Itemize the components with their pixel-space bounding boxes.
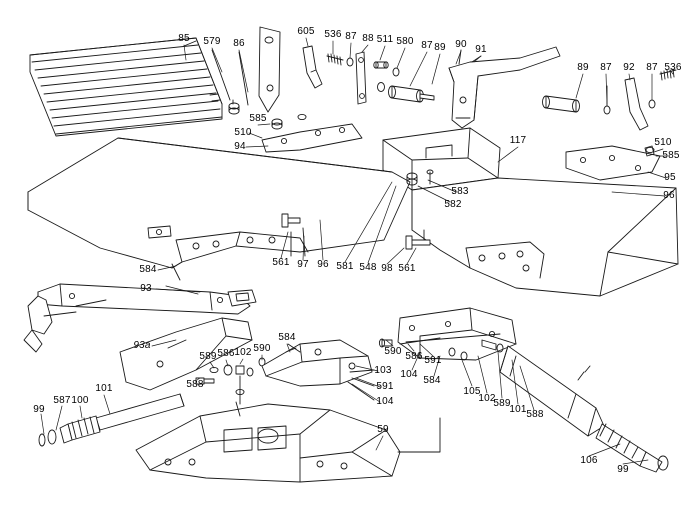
callout-91: 91 — [475, 44, 487, 55]
part-605-hook — [303, 46, 322, 88]
callout-102: 102 — [478, 393, 496, 404]
part-101-shaft-right — [500, 346, 604, 436]
callout-582: 582 — [444, 199, 462, 210]
callout-93a: 93a — [133, 340, 151, 351]
callout-548: 548 — [359, 262, 377, 273]
callout-101: 101 — [95, 383, 113, 394]
callout-586: 586 — [405, 351, 423, 362]
callout-591: 591 — [376, 381, 394, 392]
part-580-washer — [393, 68, 399, 76]
part-87-washer-b — [378, 83, 385, 92]
callout-585: 585 — [662, 150, 680, 161]
callout-580: 580 — [396, 36, 414, 47]
callout-89: 89 — [577, 62, 589, 73]
callout-585: 585 — [249, 113, 267, 124]
callout-99: 99 — [33, 404, 45, 415]
callout-88: 88 — [362, 33, 374, 44]
callout-584: 584 — [423, 375, 441, 386]
callout-536: 536 — [324, 29, 342, 40]
callout-96: 96 — [317, 259, 329, 270]
part-106-spring-right — [596, 424, 668, 472]
callout-586: 586 — [217, 348, 235, 359]
callout-590: 590 — [253, 343, 271, 354]
callout-583: 583 — [451, 186, 469, 197]
callout-590: 590 — [384, 346, 402, 357]
part-536-spring — [327, 54, 343, 65]
callout-96: 96 — [663, 190, 675, 201]
callout-511: 511 — [376, 34, 394, 45]
part-100-grip-left — [60, 416, 100, 443]
callout-105: 105 — [463, 386, 481, 397]
callout-87: 87 — [345, 31, 357, 42]
part-86-bracket — [259, 27, 280, 112]
callout-561: 561 — [272, 257, 290, 268]
callout-87: 87 — [646, 62, 658, 73]
callout-59: 59 — [377, 424, 389, 435]
callout-97: 97 — [297, 259, 309, 270]
part-slatted-panel — [30, 38, 222, 136]
callout-588: 588 — [526, 409, 544, 420]
callout-584: 584 — [139, 264, 157, 275]
callout-587: 587 — [53, 395, 71, 406]
callout-588: 588 — [186, 379, 204, 390]
callout-510: 510 — [234, 127, 252, 138]
callout-510: 510 — [654, 137, 672, 148]
callout-579: 579 — [203, 36, 221, 47]
callout-98: 98 — [381, 263, 393, 274]
callout-87: 87 — [421, 40, 433, 51]
callout-605: 605 — [297, 26, 315, 37]
part-88-plate — [356, 52, 366, 104]
callout-584: 584 — [278, 332, 296, 343]
part-510-plate-left — [262, 124, 362, 152]
part-87-washer-d — [649, 100, 655, 108]
callout-86: 86 — [233, 38, 245, 49]
callout-117: 117 — [509, 135, 527, 146]
callout-561: 561 — [398, 263, 416, 274]
callout-102: 102 — [234, 347, 252, 358]
callout-589: 589 — [493, 398, 511, 409]
callout-104: 104 — [400, 369, 418, 380]
callout-591: 591 — [424, 355, 442, 366]
part-587-99-washers — [39, 430, 56, 446]
callout-106: 106 — [580, 455, 598, 466]
callout-101: 101 — [509, 404, 527, 415]
callout-94: 94 — [234, 141, 246, 152]
part-579-fastener — [229, 103, 239, 114]
callout-99: 99 — [617, 464, 629, 475]
callout-87: 87 — [600, 62, 612, 73]
part-511-pin — [374, 62, 388, 68]
callout-100: 100 — [71, 395, 89, 406]
callout-89: 89 — [434, 42, 446, 53]
callout-103: 103 — [374, 365, 392, 376]
callout-85: 85 — [178, 33, 190, 44]
callout-536: 536 — [664, 62, 682, 73]
part-92-lever — [625, 78, 648, 130]
callout-104: 104 — [376, 396, 394, 407]
callout-95: 95 — [664, 172, 676, 183]
part-89-roller-right — [543, 96, 580, 112]
part-585-fastener-left — [272, 114, 306, 129]
callout-92: 92 — [623, 62, 635, 73]
part-87-washer-a — [347, 58, 353, 66]
callout-93: 93 — [140, 283, 152, 294]
part-589-586-102-group — [210, 358, 265, 395]
callout-90: 90 — [455, 39, 467, 50]
part-89-roller — [389, 86, 435, 102]
callout-589: 589 — [199, 351, 217, 362]
callout-581: 581 — [336, 261, 354, 272]
